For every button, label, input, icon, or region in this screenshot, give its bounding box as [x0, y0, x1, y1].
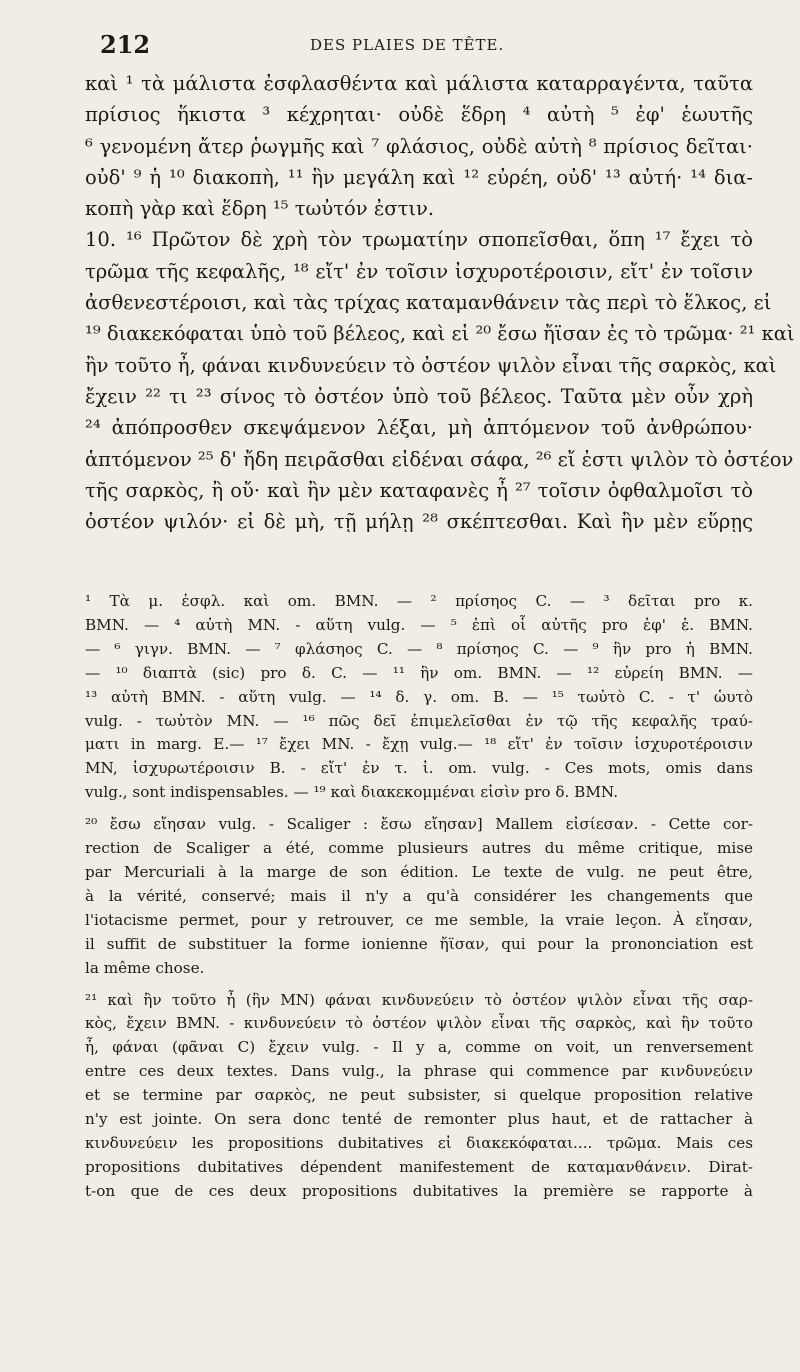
footnote-line: vulg. - τωὐτὸν MN. — ¹⁶ πῶς δεῖ ἐπιμελεῖσθαι ἐν τῷ τῆς κεφαλῆς τραύ- [85, 711, 753, 730]
footnote-line: par Mercuriali à la marge de son édition. Le texte de vulg. ne peut être, [85, 862, 753, 881]
footnote-line: vulg., sont indispensables. — ¹⁹ καὶ διακεκομμέναι εἰσὶν pro δ. BMN. [85, 783, 619, 802]
footnote-line: κινδυνεύειν les propositions dubitatives εἰ διακεκόφαται.... τρῶμα. Mais ces [85, 1133, 753, 1152]
text-line: ἀσθενεστέροισι, καὶ τὰς τρίχας καταμανθάνειν τὰς περὶ τὸ ἕλκος, εἰ [85, 291, 772, 315]
footnote-line: ¹³ αὐτὴ BMN. - αὕτη vulg. — ¹⁴ δ. γ. om. B. — ¹⁵ τωὐτὸ C. - τ' ὡυτὸ [85, 687, 753, 706]
footnote-line: MN, ἰσχυρωτέροισιν B. - εἴτ' ἐν τ. ἰ. om. vulg. - Ces mots, omis dans [85, 759, 753, 778]
text-line: οὐδ' ⁹ ἡ ¹⁰ διακοπὴ, ¹¹ ἣν μεγάλη καὶ ¹² εὐρέη, οὐδ' ¹³ αὐτή· ¹⁴ δια- [85, 165, 753, 189]
footnote-block [85, 590, 753, 805]
text-line: ἢν τοῦτο ἦ, φάναι κινδυνεύειν τὸ ὀστέον ψιλὸν εἶναι τῆς σαρκὸς, καὶ [85, 353, 777, 377]
text-line: ⁶ γενομένη ἄτερ ῥωγμῆς καὶ ⁷ φλάσιος, οὐδὲ αὐτὴ ⁸ πρίσιος δεῖται· [85, 134, 753, 158]
footnote-line: BMN. — ⁴ αὐτὴ MN. - αὕτη vulg. — ⁵ ἐπὶ οἷ αὐτῆς pro ἐφ' ἑ. BMN. [85, 615, 753, 634]
text-line: κοπὴ γὰρ καὶ ἕδρη ¹⁵ τωὐτόν ἐστιν. [85, 197, 435, 221]
text-line: 10. ¹⁶ Πρῶτον δὲ χρὴ τὸν τρωματίην σποπεῖσθαι, ὅπη ¹⁷ ἔχει τὸ [85, 228, 753, 252]
footnote-line: t-on que de ces deux propositions dubitatives la première se rapporte à [85, 1181, 753, 1200]
footnote-line: — ⁶ γιγν. BMN. — ⁷ φλάσηος C. — ⁸ πρίσηος C. — ⁹ ἣν pro ἡ BMN. [85, 639, 753, 658]
footnote-block [85, 813, 753, 980]
text-line: ἁπτόμενον ²⁵ δ' ἤδη πειρᾶσθαι εἰδέναι σάφα, ²⁶ εἴ ἐστι ψιλὸν τὸ ὀστέον [85, 447, 794, 471]
text-line: ὀστέον ψιλόν· εἰ δὲ μὴ, τῇ μήλῃ ²⁸ σκέπτεσθαι. Καὶ ἢν μὲν εὕρῃς [85, 510, 753, 534]
footnote-line: entre ces deux textes. Dans vulg., la phrase qui commence par κινδυνεύειν [85, 1062, 753, 1081]
page-header [100, 30, 750, 70]
footnote-block [85, 989, 753, 1204]
note-gap [85, 981, 753, 989]
footnote-line: l'iotacisme permet, pour y retrouver, ce me semble, la vraie leçon. À εἴησαν, [85, 910, 753, 929]
footnote-line: ²¹ καὶ ἢν τοῦτο ἦ (ἣν MN) φάναι κινδυνεύειν τὸ ὀστέον ψιλὸν εἶναι τῆς σαρ- [85, 990, 753, 1009]
page-number: 212 [100, 30, 151, 59]
text-line: ²⁴ ἀπόπροσθεν σκεψάμενον λέξαι, μὴ ἁπτόμενον τοῦ ἀνθρώπου· [85, 416, 753, 440]
text-line: ἔχειν ²² τι ²³ σίνος τὸ ὀστέον ὑπὸ τοῦ βέλεος. Ταῦτα μὲν οὖν χρὴ [85, 384, 753, 408]
main-text [85, 68, 795, 537]
footnote-line: ¹ Τὰ μ. ἐσφλ. καὶ om. BMN. — ² πρίσηος C. — ³ δεῖται pro κ. [85, 592, 753, 610]
footnote-line: κὸς, ἔχειν BMN. - κινδυνεύειν τὸ ὀστέον ψιλὸν εἶναι τῆς σαρκὸς, καὶ ἢν τοῦτο [85, 1014, 753, 1033]
footnote-line: — ¹⁰ διαπτὰ (sic) pro δ. C. — ¹¹ ἣν om. BMN. — ¹² εὐρείη BMN. — [85, 663, 753, 682]
footnote-line: ἦ, φάναι (φᾶναι C) ἔχειν vulg. - Il y a, comme on voit, un renversement [85, 1038, 753, 1057]
running-head: DES PLAIES DE TÊTE. [310, 36, 505, 54]
text-line: καὶ ¹ τὰ μάλιστα ἐσφλασθέντα καὶ μάλιστα καταρραγέντα, ταῦτα [85, 72, 753, 95]
footnote-line: n'y est jointe. On sera donc tenté de remonter plus haut, et de rattacher à [85, 1110, 753, 1129]
text-line: ¹⁹ διακεκόφαται ὑπὸ τοῦ βέλεος, καὶ εἰ ²⁰ ἔσω ἤϊσαν ἐς τὸ τρῶμα· ²¹ καὶ [85, 322, 795, 346]
text-line: τρῶμα τῆς κεφαλῆς, ¹⁸ εἴτ' ἐν τοῖσιν ἰσχυροτέροισιν, εἴτ' ἐν τοῖσιν [85, 259, 753, 283]
footnote-line: rection de Scaliger a été, comme plusieurs autres du même critique, mise [85, 839, 753, 858]
text-line: τῆς σαρκὸς, ἢ οὔ· καὶ ἢν μὲν καταφανὲς ἦ ²⁷ τοῖσιν ὀφθαλμοῖσι τὸ [85, 478, 753, 502]
footnotes [85, 590, 753, 1204]
footnote-line: il suffit de substituer la forme ionienne ἤϊσαν, qui pour la prononciation est [85, 934, 753, 953]
footnote-line: propositions dubitatives dépendent manifestement de καταμανθάνειν. Dirat- [85, 1157, 753, 1176]
footnote-line: et se termine par σαρκὸς, ne peut subsister, si quelque proposition relative [85, 1086, 753, 1105]
text-line: πρίσιος ἥκιστα ³ κέχρηται· οὐδὲ ἕδρη ⁴ αὐτὴ ⁵ ἐφ' ἑωυτῆς [85, 103, 753, 127]
footnote-line: ²⁰ ἔσω εἴησαν vulg. - Scaliger : ἔσω εἴησαν] Mallem εἰσίεσαν. - Cette cor- [85, 815, 753, 834]
footnote-line: la même chose. [85, 958, 205, 977]
footnote-line: à la vérité, conservé; mais il n'y a qu'à considérer les changements que [85, 886, 753, 905]
footnote-line: ματι in marg. E.— ¹⁷ ἔχει MN. - ἔχῃ vulg.— ¹⁸ εἴτ' ἐν τοῖσιν ἰσχυροτέροισιν [85, 735, 753, 754]
note-gap [85, 805, 753, 813]
